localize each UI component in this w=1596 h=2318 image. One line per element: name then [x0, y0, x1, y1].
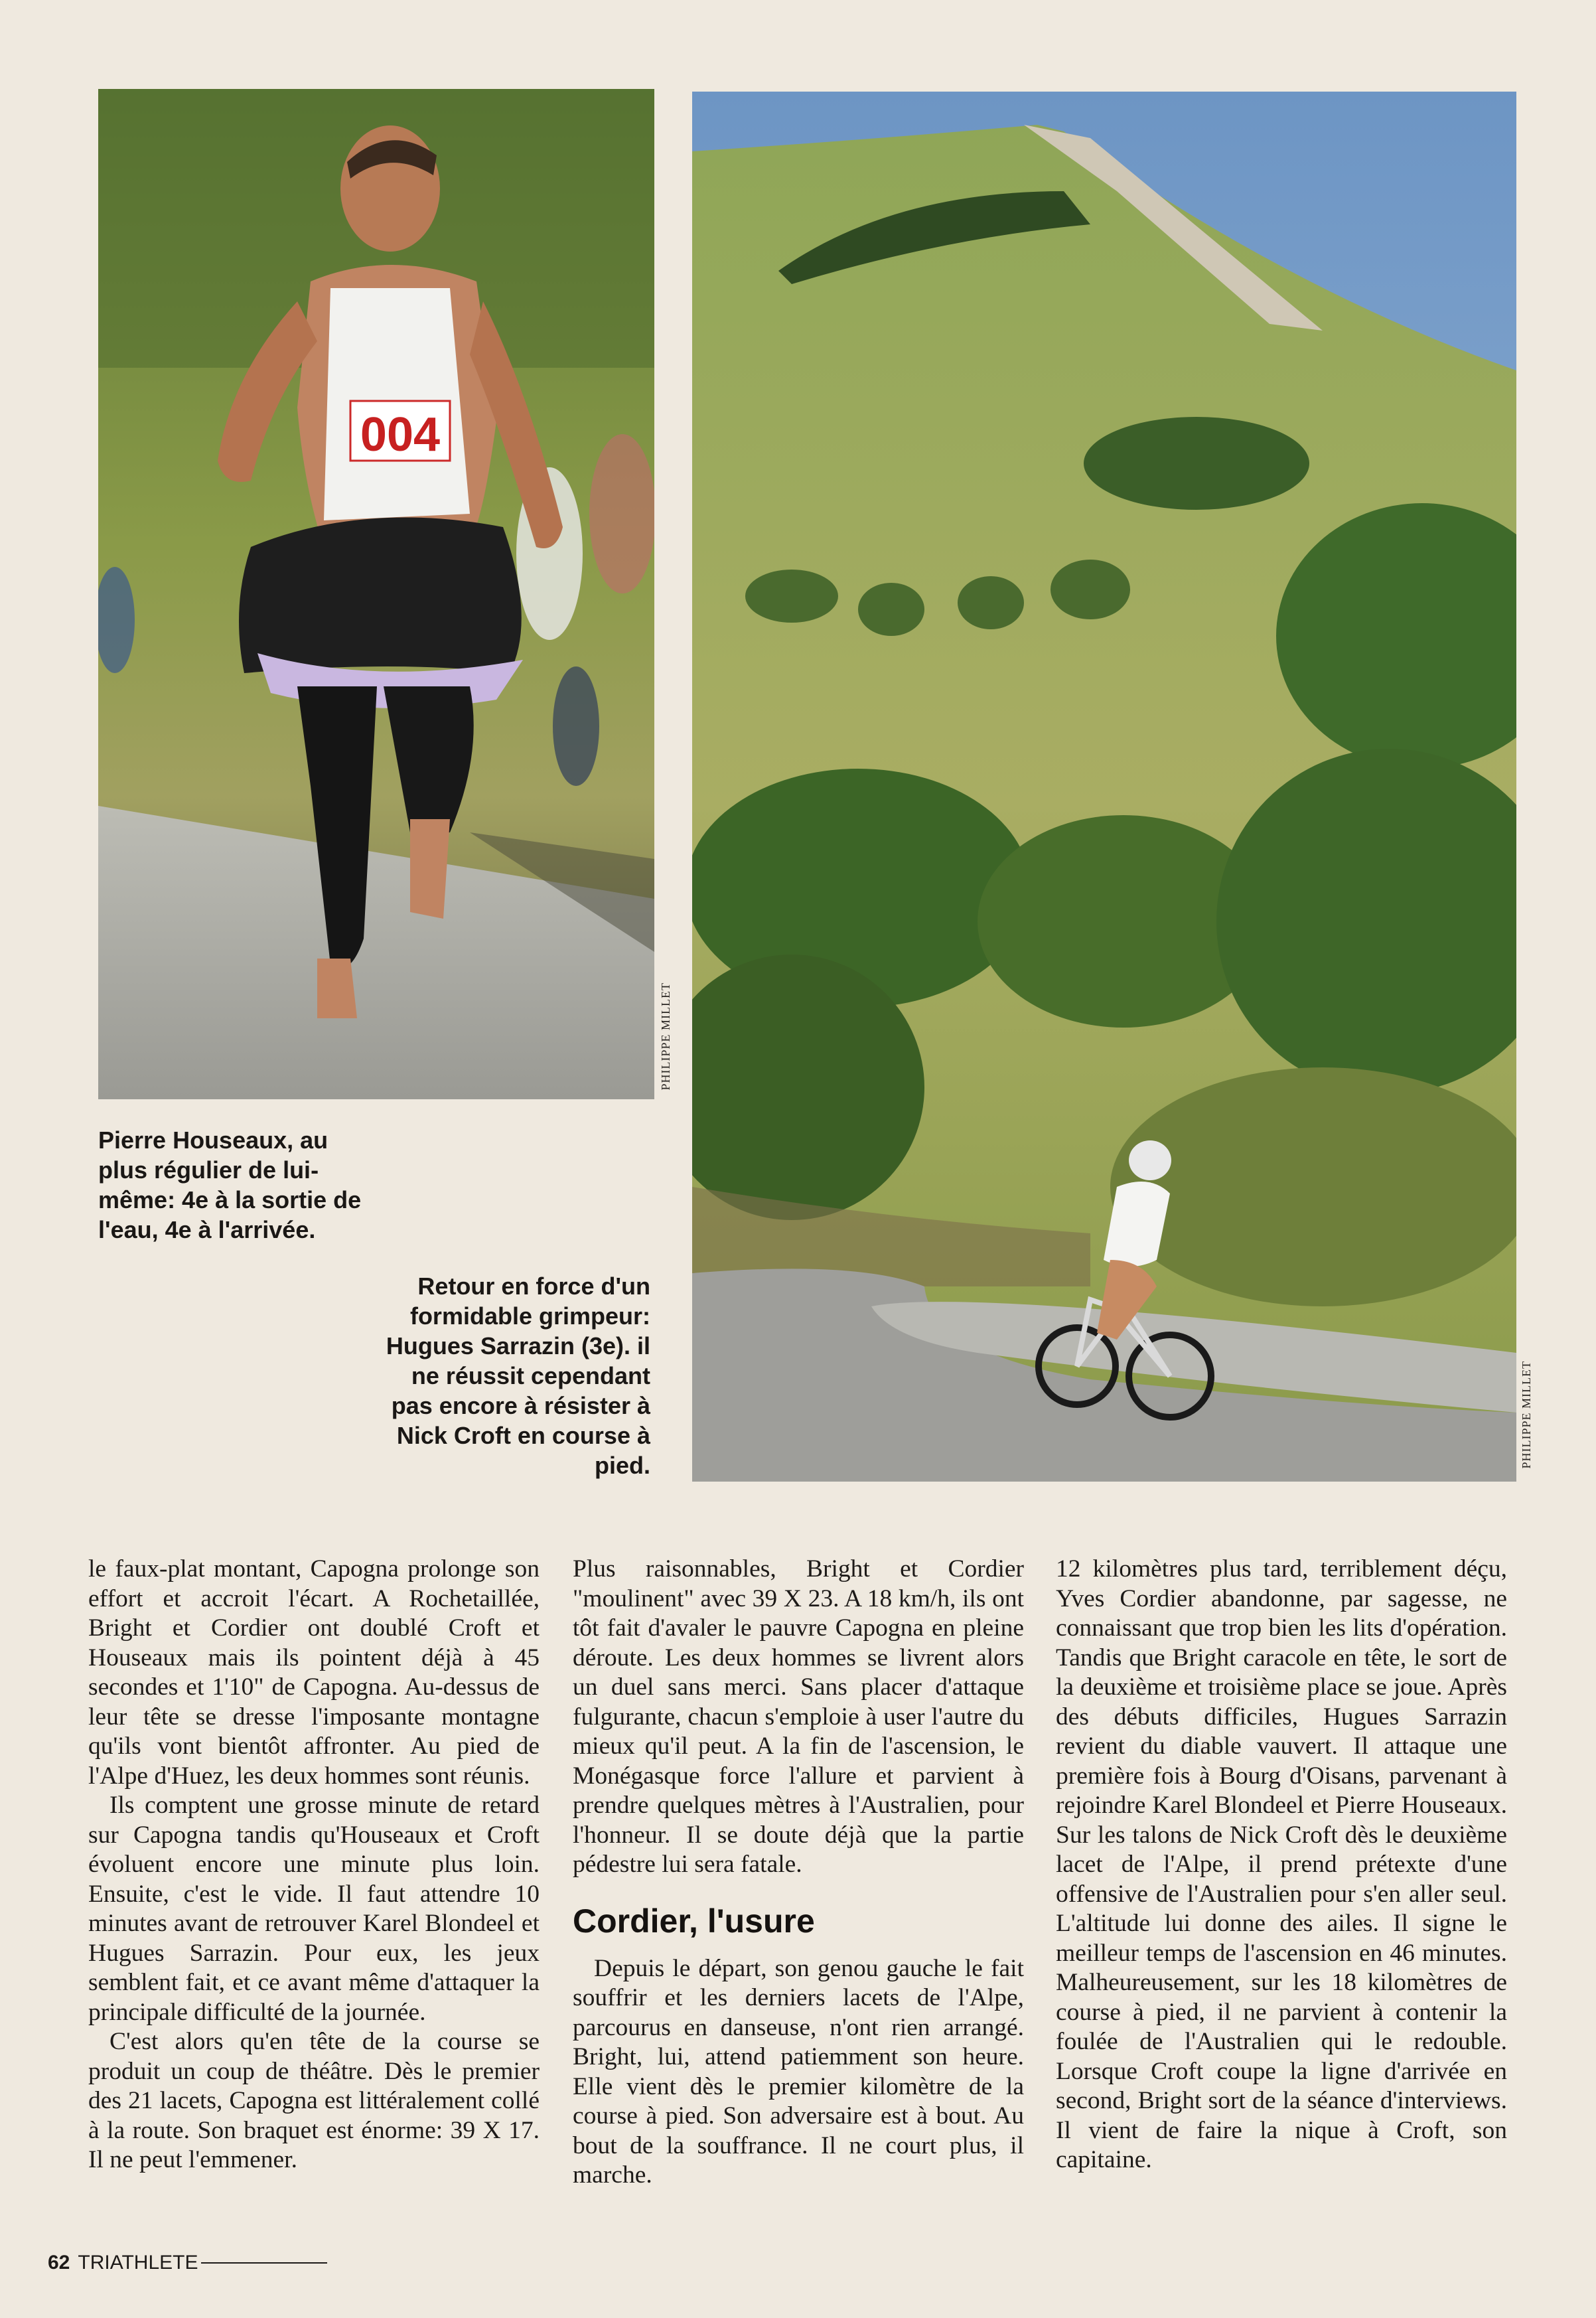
cyclist-photo-illustration — [692, 92, 1516, 1482]
cyclist-photo-credit: PHILIPPE MILLET — [1520, 1361, 1533, 1469]
cyclist-caption — [372, 1271, 650, 1480]
page-footer — [48, 2252, 327, 2274]
cyclist-caption-text: Retour en force d'un formidable grimpeur: Hugues Sarrazin (3e). il ne réussit cependant pas encore à résister à Nick Croft en course à pied. — [386, 1273, 650, 1479]
col1-paragraph-1: le faux-plat montant, Capogna prolonge son effort et accroit l'écart. A Rochetaillée, Bright et Cordier ont doublé Croft et Houseaux mais ils pointent déjà à 45 secondes et 1'10" de Capogna. Au-dessus de leur tête se dresse l'imposante montagne qu'ils vont bientôt affronter. Au pied de l'Alpe d'Huez, les deux hommes sont réunis. — [88, 1555, 540, 1790]
article-column-1 — [88, 1555, 540, 2175]
section-heading: Cordier, l'usure — [573, 1902, 815, 1940]
article-column-3 — [1056, 1555, 1507, 2175]
cyclist-photo — [692, 92, 1516, 1482]
col1-paragraph-3: C'est alors qu'en tête de la course se produit un coup de théâtre. Dès le premier des 21 lacets, Capogna est littéralement collé à la route. Son braquet est énorme: 39 X 17. Il ne peut l'emmener. — [88, 2028, 540, 2173]
col2-paragraph-1: Plus raisonnables, Bright et Cordier "moulinent" avec 39 X 23. A 18 km/h, ils ont tôt fait d'avaler le pauvre Capogna en pleine déroute. Les deux hommes se livrent alors un duel sans merci. Sans placer d'attaque fulgurante, chacun s'emploie à user l'autre du mieux qu'il peut. A la fin de l'ascension, le Monégasque force l'allure et parvient à prendre quelques mètres à l'Australien, pour l'honneur. Il se doute déjà que la partie pédestre lui sera fatale. — [573, 1555, 1024, 1878]
runner-caption — [98, 1125, 377, 1245]
runner-caption-text: Pierre Houseaux, au plus régulier de lui-même: 4e à la sortie de l'eau, 4e à l'arrivée. — [98, 1126, 362, 1243]
magazine-name: TRIATHLETE — [78, 2252, 198, 2274]
col3-paragraph-1: 12 kilomètres plus tard, terriblement déçu, Yves Cordier abandonne, par sagesse, ne connaissant que trop bien les lits d'opération. Tandis que Bright caracole en tête, le sort de la deuxième et troisième place se joue. Après des débuts difficiles, Hugues Sarrazin revient du diable vauvert. Il attaque une première fois à Bourg d'Oisans, parvenant à rejoindre Karel Blondeel et Pierre Houseaux. Sur les talons de Nick Croft dès le deuxième lacet de l'Alpe, il prend prétexte d'une offensive de l'Australien pour s'en aller seul. L'altitude lui donne des ailes. Il signe le meilleur temps de l'ascension en 46 minutes. Malheureusement, sur les 18 kilomètres de course à pied, il ne parvient à contenir la foulée de l'Australien qui le redouble. Lorsque Croft coupe la ligne d'arrivée en second, Bright sort de la séance d'interviews. Il vient de faire la nique à Croft, son capitaine. — [1056, 1555, 1507, 2173]
runner-bib-number: 004 — [360, 408, 441, 461]
footer-rule — [201, 2262, 327, 2264]
runner-photo — [98, 89, 654, 1099]
col1-paragraph-2: Ils comptent une grosse minute de retard sur Capogna tandis qu'Houseaux et Croft évoluent encore une minute plus loin. Ensuite, c'est le vide. Il faut attendre 10 minutes avant de retrouver Karel Blondeel et Hugues Sarrazin. Pour eux, les jeux semblent fait, et ce avant même d'attaquer la principale difficulté de la journée. — [88, 1792, 540, 2026]
runner-photo-credit: PHILIPPE MILLET — [659, 982, 672, 1091]
page-number: 62 — [48, 2252, 70, 2274]
col2-paragraph-2: Depuis le départ, son genou gauche le fait souffrir et les derniers lacets de l'Alpe, parcourus en danseuse, n'ont rien arrangé. Bright, lui, attend patiemment son heure. Elle vient dès le premier kilomètre de la course à pied. Son adversaire est à bout. Au bout de la souffrance. Il ne court plus, il marche. — [573, 1954, 1024, 2189]
article-column-2 — [573, 1555, 1024, 2191]
runner-photo-illustration — [98, 89, 654, 1099]
